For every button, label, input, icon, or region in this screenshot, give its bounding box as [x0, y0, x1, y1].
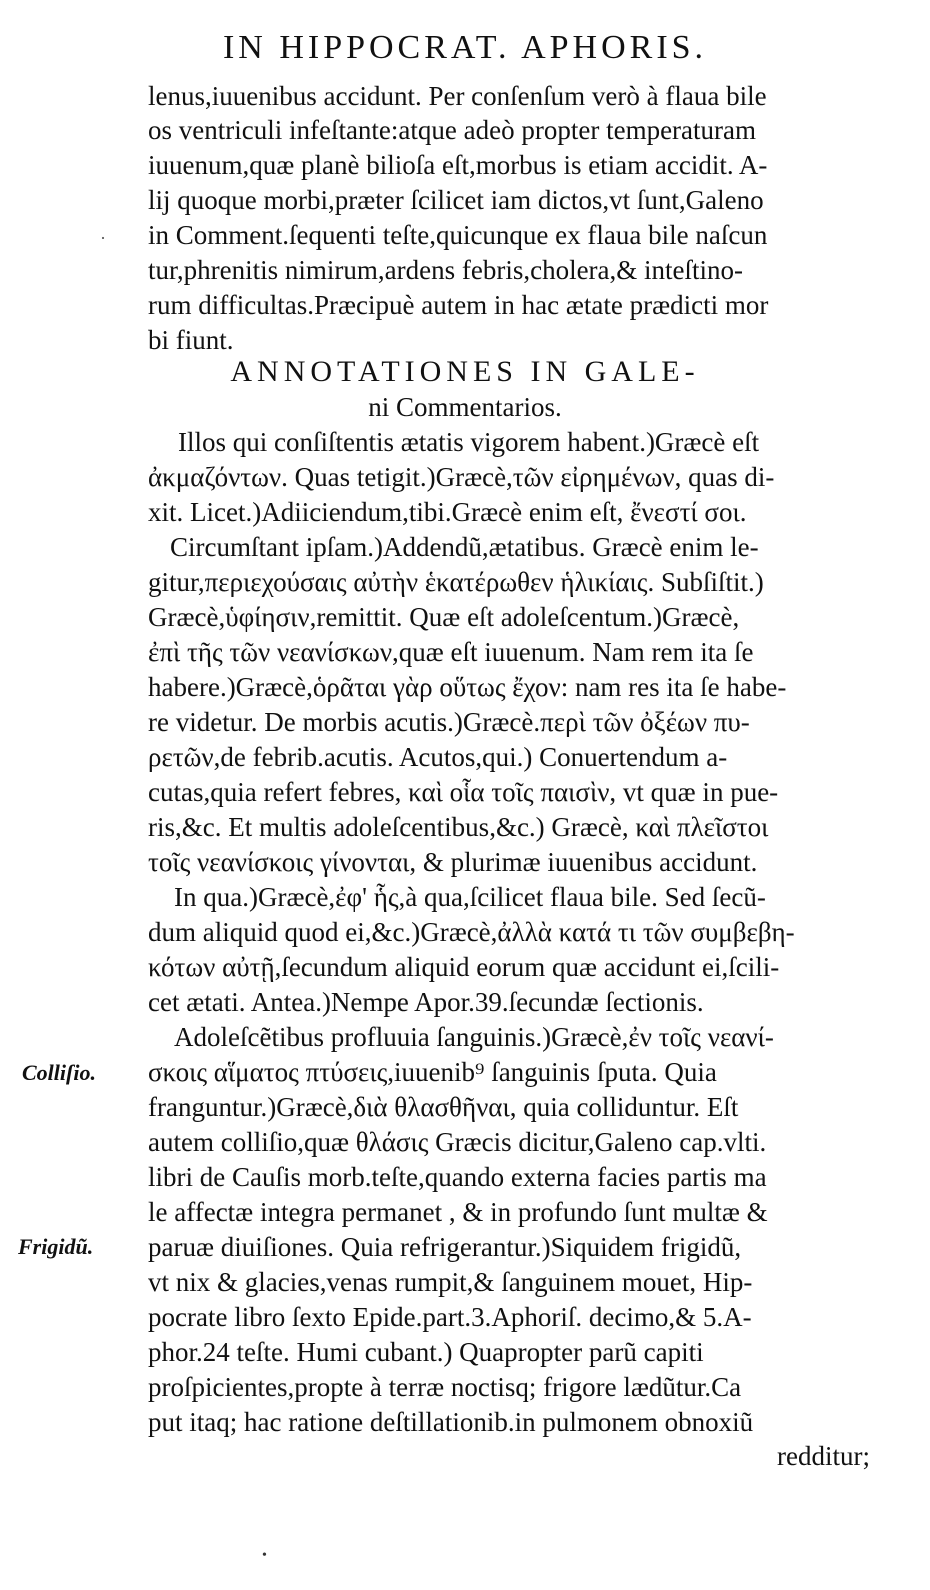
annotation-line: cutas,quia refert febres, καὶ οἷα τοῖς παισὶν, vt quæ in pue-: [148, 777, 779, 807]
annotation-line: dum aliquid quod ei,&c.)Græcè,ἀλλὰ κατά τι τῶν συμβεβη-: [148, 917, 795, 947]
body-line: lenus,iuuenibus accidunt. Per conſenſum verò à flaua bile: [148, 81, 767, 111]
annotation-line: ρετῶν,de febrib.acutis. Acutos,qui.) Conuertendum a-: [148, 742, 728, 772]
catchword: redditur;: [777, 1441, 870, 1471]
body-line: iuuenum,quæ planè bilioſa eſt,morbus is etiam accidit. A-: [148, 150, 768, 180]
annotation-line: Adoleſcẽtibus profluuia ſanguinis.)Græcè,ἐν τοῖς νεανί-: [174, 1022, 774, 1052]
body-line: tur,phrenitis nimirum,ardens febris,cholera,& inteſtino-: [148, 255, 744, 285]
annotation-line: vt nix & glacies,venas rumpit,& ſanguinem mouet, Hip-: [148, 1267, 753, 1297]
margin-tick-mark: ·: [100, 228, 106, 248]
annotation-line: κότων αὐτῇ,ſecundum aliquid eorum quæ accidunt ei,ſcili-: [148, 952, 780, 982]
body-line: lij quoque morbi,præter ſcilicet iam dictos,vt ſunt,Galeno: [148, 185, 764, 215]
annotation-line: le affectæ integra permanet , & in profundo ſunt multæ &: [148, 1197, 768, 1227]
body-line: os ventriculi infeſtante:atque adeò propter temperaturam: [148, 115, 757, 145]
annotation-line: ris,&c. Et multis adoleſcentibus,&c.) Græcè, καὶ πλεῖστοι: [148, 812, 769, 842]
annotation-line: paruæ diuiſiones. Quia refrigerantur.)Siquidem frigidũ,: [148, 1232, 742, 1262]
section-heading: ANNOTATIONES IN GALE-: [230, 355, 700, 388]
margin-note-collisio: Colliſio.: [22, 1060, 96, 1085]
body-line: bi fiunt.: [148, 325, 234, 355]
annotation-line: σκοις αἵματος πτύσεις,iuuenib⁹ ſanguinis ſputa. Quia: [148, 1057, 717, 1087]
annotation-line: gitur,περιεχούσαις αὐτὴν ἑκατέρωθεν ἡλικίαις. Subſiſtit.): [148, 567, 764, 597]
annotation-line: xit. Licet.)Adiiciendum,tibi.Græcè enim eſt, ἔνεστί σοι.: [148, 497, 747, 527]
annotation-line: Græcè,ὑφίησιν,remittit. Quæ eſt adoleſcentum.)Græcè,: [148, 602, 740, 632]
annotation-line: cet ætati. Antea.)Nempe Apor.39.ſecundæ ſectionis.: [148, 987, 704, 1017]
annotation-line: ἐπὶ τῆς τῶν νεανίσκων,quæ eſt iuuenum. Nam rem ita ſe: [148, 637, 754, 667]
annotation-line: ἀκμαζόντων. Quas tetigit.)Græcè,τῶν εἰρημένων, quas di-: [148, 462, 775, 492]
annotation-line: Illos qui conſiſtentis ætatis vigorem habent.)Græcè eſt: [178, 427, 760, 457]
ink-speck: •: [262, 1548, 267, 1563]
annotation-line: habere.)Græcè,ὁρᾶται γὰρ οὕτως ἔχον: nam res ita ſe habe-: [148, 672, 787, 702]
running-head: IN HIPPOCRAT. APHORIS.: [222, 29, 708, 66]
annotation-line: libri de Cauſis morb.teſte,quando externa facies partis ma: [148, 1162, 767, 1192]
body-line: rum difficultas.Præcipuè autem in hac ætate prædicti mor: [148, 290, 769, 320]
annotation-line: phor.24 teſte. Humi cubant.) Quapropter parũ capiti: [148, 1337, 704, 1367]
body-line: in Comment.ſequenti teſte,quicunque ex flaua bile naſcun: [148, 220, 768, 250]
annotation-line: τοῖς νεανίσκοις γίνονται, & plurimæ iuuenibus accidunt.: [148, 847, 758, 877]
annotation-line: re videtur. De morbis acutis.)Græcè.περὶ τῶν ὀξέων πυ-: [148, 707, 750, 737]
section-subheading: ni Commentarios.: [368, 392, 562, 422]
annotation-line: put itaq; hac ratione deſtillationib.in pulmonem obnoxiũ: [148, 1407, 754, 1437]
annotation-line: In qua.)Græcè,ἐφ' ἧς,à qua,ſcilicet flaua bile. Sed ſecũ-: [174, 882, 766, 912]
margin-note-frigidu: Frigidũ.: [18, 1234, 94, 1259]
annotation-line: proſpicientes,propte à terræ noctisq; frigore lædũtur.Ca: [148, 1372, 742, 1402]
annotation-line: franguntur.)Græcè,διὰ θλασθῆναι, quia colliduntur. Eſt: [148, 1092, 739, 1122]
annotation-line: Circumſtant ipſam.)Addendũ,ætatibus. Græcè enim le-: [170, 532, 759, 562]
annotation-line: pocrate libro ſexto Epide.part.3.Aphoriſ. decimo,& 5.A-: [148, 1302, 752, 1332]
annotation-line: autem colliſio,quæ θλάσις Græcis dicitur,Galeno cap.vlti.: [148, 1127, 767, 1157]
